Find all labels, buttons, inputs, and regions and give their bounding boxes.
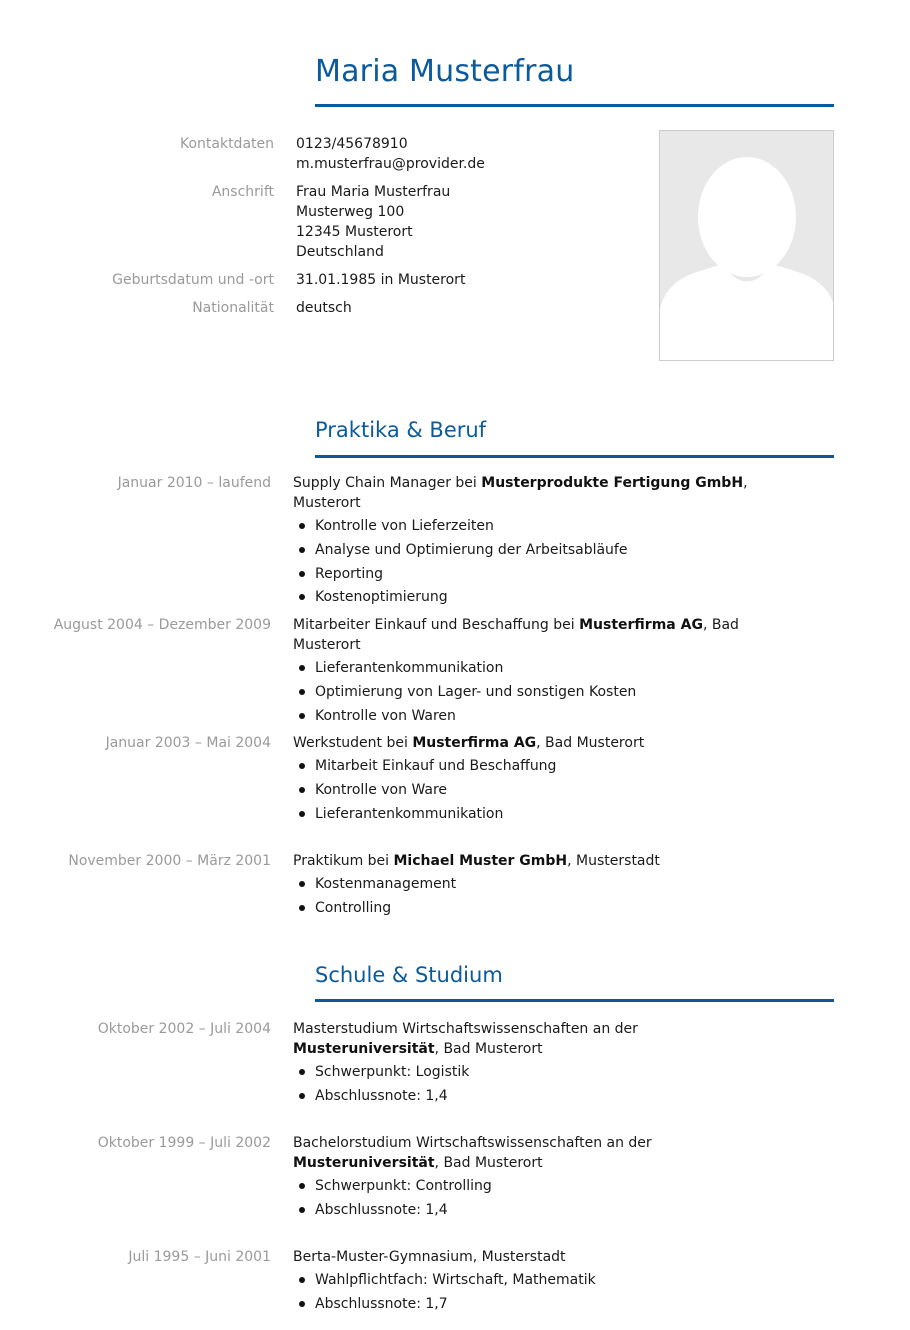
entry-body [293,473,783,611]
entry-title: Mitarbeiter Einkauf und Beschaffung bei Musterfirma AG, Bad Musterort [293,617,739,653]
address-line: 12345 Musterort [296,224,413,240]
profile-photo-placeholder [659,130,834,361]
entry-organisation: Michael Muster GmbH [393,853,568,869]
entry-title: Werkstudent bei Musterfirma AG, Bad Musterort [293,735,645,751]
entry-title: Supply Chain Manager bei Musterprodukte Fertigung GmbH, Musterort [293,475,748,511]
entry-task-list [293,1270,783,1314]
birth-value: 31.01.1985 in Musterort [296,272,466,288]
entry-body [293,1247,783,1318]
entry-task-list [293,1176,783,1220]
entry-body [293,1019,773,1110]
entry-organisation: Musterfirma AG [579,617,703,633]
entry-title: Bachelorstudium Wirtschaftswissenschaften an der Musteruniversität, Bad Musterort [293,1135,652,1171]
avatar-silhouette-icon [660,131,834,361]
contact-value [296,134,485,174]
entry-title: Masterstudium Wirtschaftswissenschaften an der Musteruniversität, Bad Musterort [293,1021,638,1057]
list-item: Schwerpunkt: Logistik [315,1062,773,1082]
birth-row [0,270,640,290]
entry-date: August 2004 – Dezember 2009 [53,617,271,633]
entry-title: Berta-Muster-Gymnasium, Musterstadt [293,1249,566,1265]
address-line: Deutschland [296,244,384,260]
nationality-label: Nationalität [192,300,274,316]
list-item: Analyse und Optimierung der Arbeitsabläufe [315,540,783,560]
address-line: Musterweg 100 [296,204,405,220]
entry-task-list [293,1062,773,1106]
entry-organisation: Musteruniversität [293,1041,435,1057]
address-value [296,182,450,262]
entry-date: Januar 2003 – Mai 2004 [105,735,271,751]
work-divider [315,455,834,458]
entry-date: Juli 1995 – Juni 2001 [128,1249,271,1265]
entry-organisation: Musteruniversität [293,1155,435,1171]
list-item: Abschlussnote: 1,4 [315,1086,773,1106]
address-label: Anschrift [211,184,274,200]
list-item: Kontrolle von Ware [315,780,783,800]
entry-organisation: Musterprodukte Fertigung GmbH [481,475,744,491]
name-divider [315,104,834,107]
list-item: Kontrolle von Lieferzeiten [315,516,783,536]
entry-title: Praktikum bei Michael Muster GmbH, Musterstadt [293,853,660,869]
list-item: Lieferantenkommunikation [315,658,783,678]
entry-task-list [293,874,783,918]
section-title-work: Praktika & Beruf [315,418,487,442]
entry-body [293,851,783,922]
list-item: Kostenmanagement [315,874,783,894]
entry-body [293,733,783,827]
entry-date: November 2000 – März 2001 [68,853,271,869]
entry-date: Oktober 1999 – Juli 2002 [97,1135,271,1151]
list-item: Schwerpunkt: Controlling [315,1176,783,1196]
entry-date: Oktober 2002 – Juli 2004 [97,1021,271,1037]
entry-body [293,615,783,729]
list-item: Abschlussnote: 1,4 [315,1200,783,1220]
entry-body [293,1133,783,1224]
list-item: Lieferantenkommunikation [315,804,783,824]
cv-name: Maria Musterfrau [315,54,575,89]
list-item: Mitarbeit Einkauf und Beschaffung [315,756,783,776]
birth-label: Geburtsdatum und -ort [112,272,274,288]
address-line: Frau Maria Musterfrau [296,184,451,200]
list-item: Controlling [315,898,783,918]
entry-date: Januar 2010 – laufend [117,475,271,491]
work-entry [0,733,910,827]
education-entry [0,1133,910,1224]
entry-task-list [293,756,783,824]
work-entry [0,615,910,729]
section-title-education: Schule & Studium [315,963,503,987]
list-item: Kostenoptimierung [315,587,783,607]
education-entry [0,1247,910,1318]
education-entry [0,1019,910,1110]
list-item: Reporting [315,564,783,584]
list-item: Abschlussnote: 1,7 [315,1294,783,1314]
list-item: Kontrolle von Waren [315,706,783,726]
entry-task-list [293,658,783,726]
list-item: Optimierung von Lager- und sonstigen Kosten [315,682,783,702]
work-entry [0,473,910,611]
entry-organisation: Musterfirma AG [412,735,537,751]
nationality-row [0,298,640,318]
email-address: m.musterfrau@provider.de [296,156,485,172]
list-item: Wahlpflichtfach: Wirtschaft, Mathematik [315,1270,783,1290]
personal-details [0,134,640,326]
nationality-value: deutsch [296,300,352,316]
entry-task-list [293,516,783,607]
address-row [0,182,640,262]
phone-number: 0123/45678910 [296,136,408,152]
contact-row [0,134,640,174]
education-divider [315,999,834,1002]
work-entry [0,851,910,922]
contact-label: Kontaktdaten [179,136,274,152]
